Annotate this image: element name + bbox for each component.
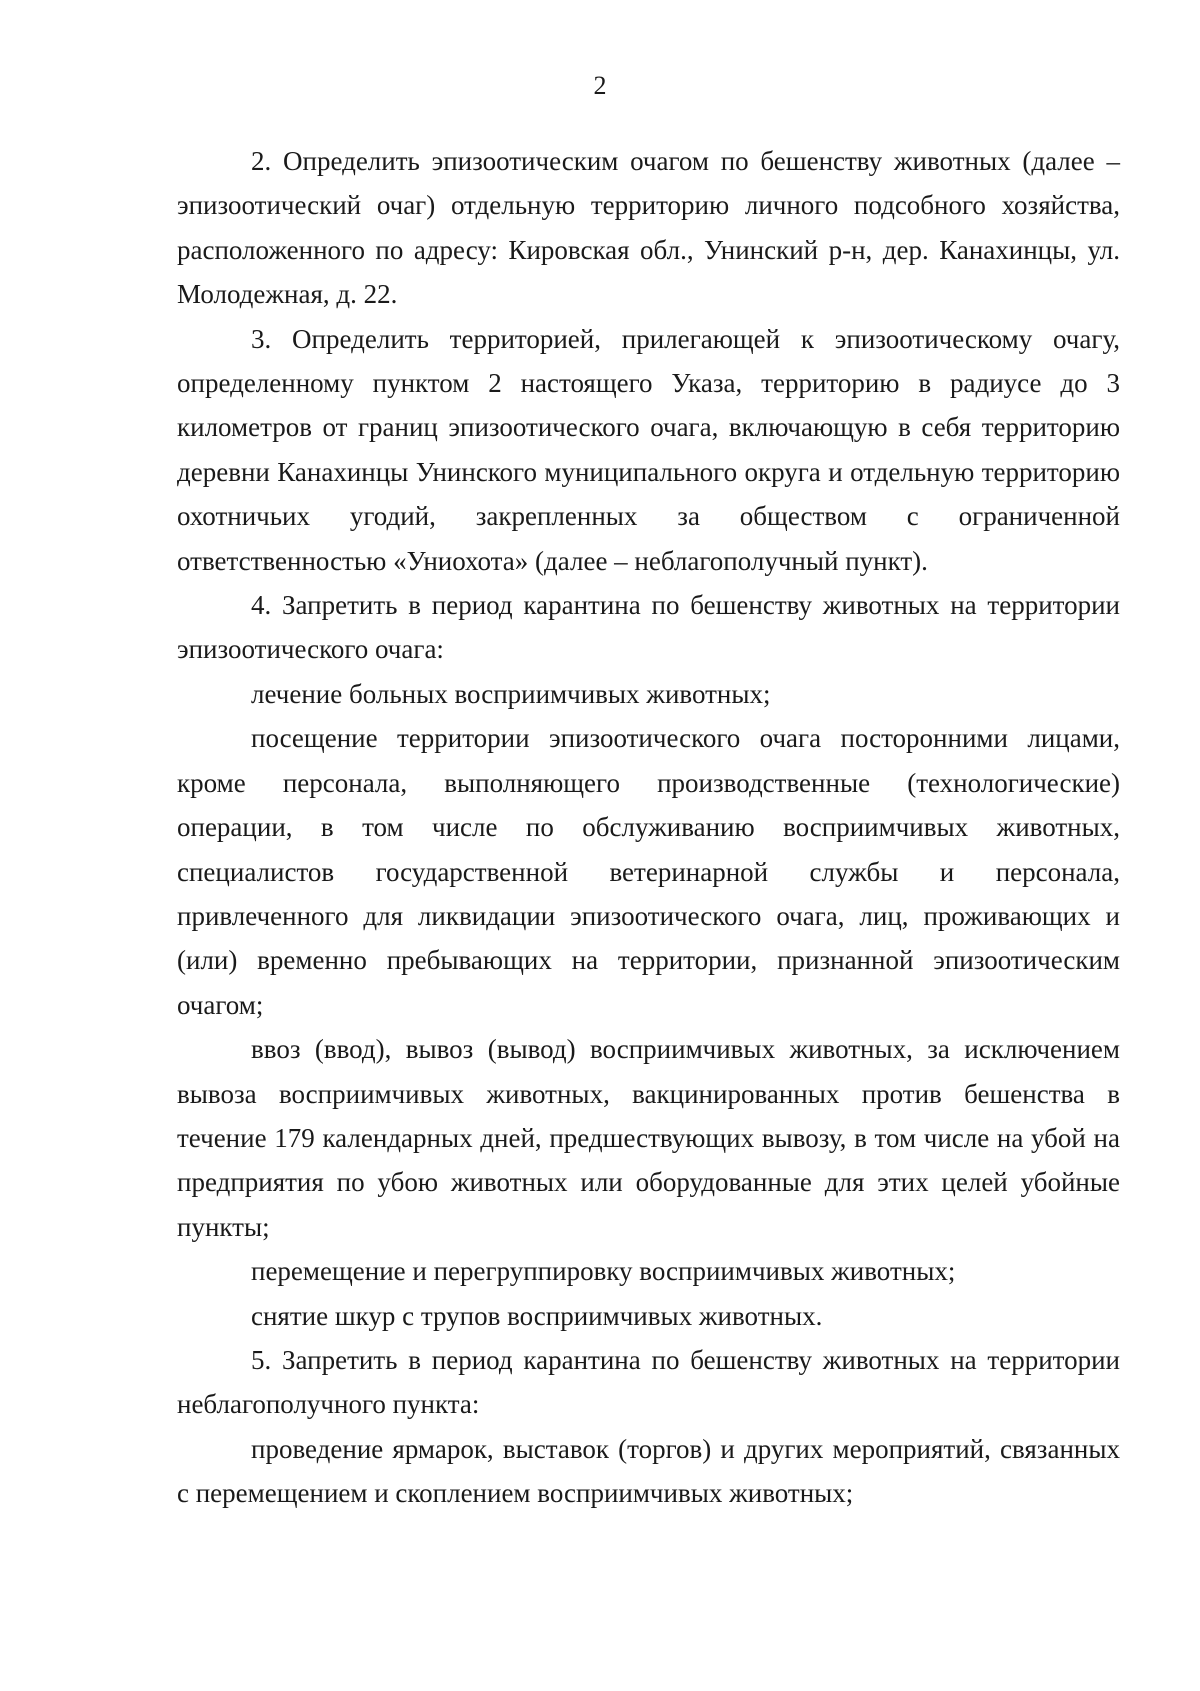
paragraph-item-4: 4. Запретить в период карантина по бешенству животных на территории эпизоотического очага: <box>177 590 1120 665</box>
page-number: 2 <box>593 71 607 100</box>
paragraph-item-5: 5. Запретить в период карантина по бешенству животных на территории неблагополучного пункта: <box>177 1344 1120 1420</box>
prohibition-regrouping: перемещение и перегруппировку восприимчивых животных; <box>251 1256 956 1287</box>
prohibition-treatment: лечение больных восприимчивых животных; <box>251 678 771 709</box>
paragraph-item-3: 3. Определить территорией, прилегающей к эпизоотическому очагу, определенному пунктом 2 настоящего Указа, территорию в радиусе до 3 километров от границ эпизоотического очага, включающую в себя территорию деревни Канахинцы Унинского муниципального округа и отдельную территорию охотничьих угодий, закрепленных за обществом с ограниченной ответственностью «Униохота» (далее – неблагополучный пункт). <box>177 323 1120 576</box>
paragraph-item-2: 2. Определить эпизоотическим очагом по бешенству животных (далее – эпизоотический очаг) отдельную территорию личного подсобного хозяйства, расположенного по адресу: Кировская обл., Унинский р-н, дер. Канахинцы, ул. Молодежная, д. 22. <box>177 146 1120 310</box>
prohibition-skinning: снятие шкур с трупов восприимчивых животных. <box>251 1300 823 1331</box>
prohibition-fairs: проведение ярмарок, выставок (торгов) и других мероприятий, связанных с перемещением и скоплением восприимчивых животных; <box>177 1433 1120 1509</box>
prohibition-import-export: ввоз (ввод), вывоз (вывод) восприимчивых животных, за исключением вывоза восприимчивых животных, вакцинированных против бешенства в течение 179 календарных дней, предшествующих вывозу, в том числе на убой на предприятия по убою животных или оборудованные для этих целей убойные пункты; <box>177 1034 1120 1242</box>
document-body <box>177 139 1120 1516</box>
prohibition-visits: посещение территории эпизоотического очага посторонними лицами, кроме персонала, выполняющего производственные (технологические) операции, в том числе по обслуживанию восприимчивых животных, специалистов государственной ветеринарной службы и персонала, привлеченного для ликвидации эпизоотического очага, лиц, проживающих и (или) временно пребывающих на территории, признанной эпизоотическим очагом; <box>177 723 1120 1020</box>
